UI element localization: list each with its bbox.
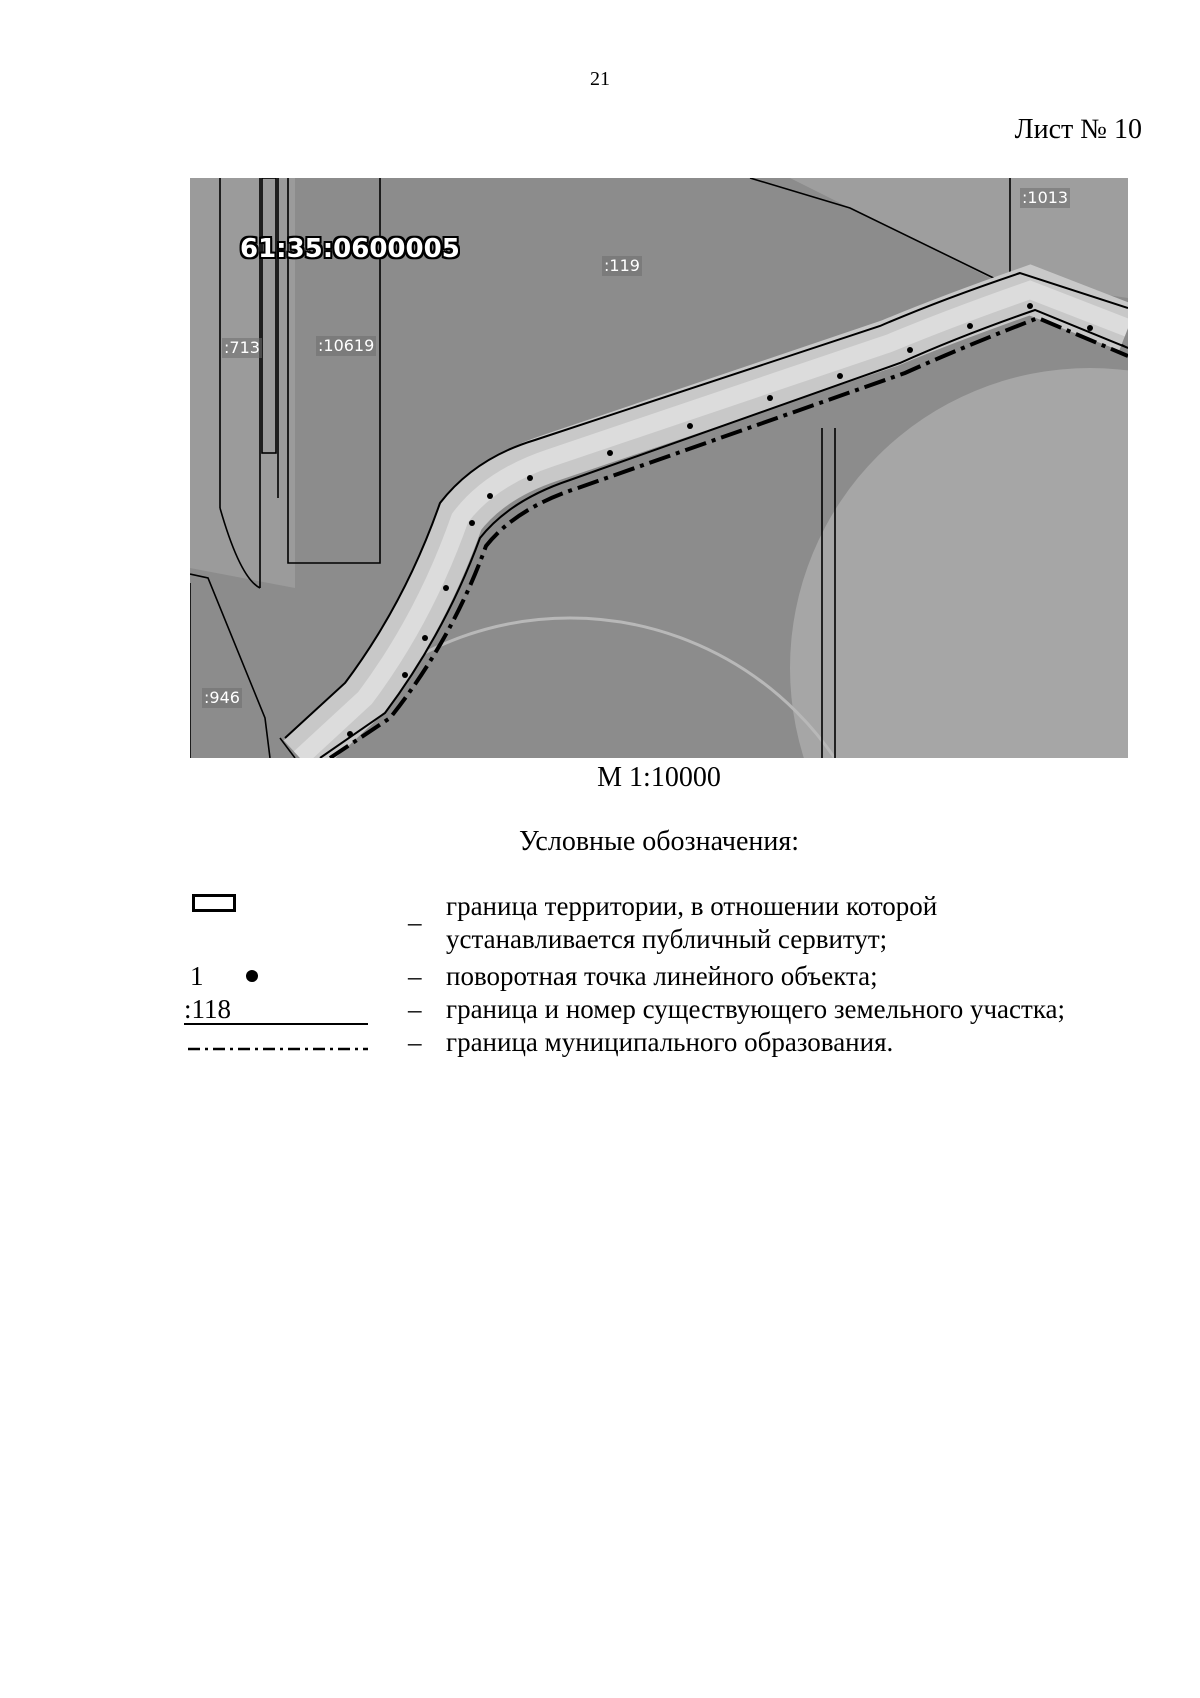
map-canvas — [190, 178, 1128, 758]
legend-text: поворотная точка линейного объекта; — [446, 961, 878, 991]
legend-item-municipal-boundary — [184, 1026, 1124, 1059]
legend-item-servitude-boundary — [184, 890, 1124, 960]
parcel-label-119: :119 — [604, 256, 640, 275]
legend-item-parcel-boundary — [184, 993, 1124, 1026]
dash-dot-line-symbol-icon — [188, 1046, 368, 1052]
parcel-label-946: :946 — [204, 688, 240, 707]
solid-line-symbol-icon — [184, 1023, 368, 1025]
legend-dash: – — [408, 907, 422, 937]
cadastral-quarter-label: 61:35:0600005 — [240, 234, 460, 264]
rectangle-symbol-icon — [192, 894, 236, 912]
sheet-label: Лист № 10 — [1014, 114, 1142, 145]
legend-dash: – — [408, 1027, 422, 1057]
legend-title: Условные обозначения: — [518, 826, 800, 857]
legend — [184, 890, 1124, 1059]
point-number-label: 1 — [190, 961, 204, 991]
parcel-label-10619: :10619 — [318, 336, 375, 355]
legend-text: граница и номер существующего земельного участка; — [446, 994, 1066, 1024]
page-number: 21 — [590, 68, 610, 90]
parcel-label-713: :713 — [224, 338, 260, 357]
map-image — [190, 178, 1128, 758]
legend-dash: – — [408, 994, 422, 1024]
legend-text: граница муниципального образования. — [446, 1027, 894, 1057]
legend-text: граница территории, в отношении которой устанавливается публичный сервитут; — [446, 891, 938, 954]
legend-dash: – — [408, 961, 422, 991]
parcel-number-label: :118 — [184, 994, 231, 1024]
point-symbol-icon — [246, 970, 258, 982]
map-scale: М 1:10000 — [597, 762, 721, 793]
parcel-label-1013: :1013 — [1022, 188, 1069, 207]
legend-item-turning-point — [184, 960, 1124, 993]
